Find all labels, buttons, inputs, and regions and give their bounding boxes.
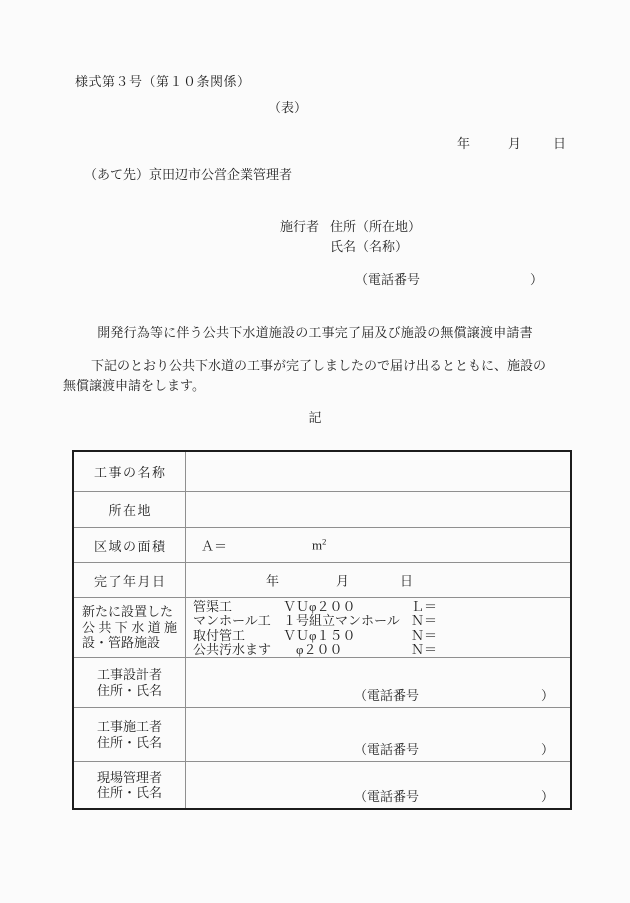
completion-month-label: 月 [336, 573, 350, 589]
project-name-label-cell [74, 452, 186, 491]
completion-year-label: 年 [266, 573, 280, 589]
facility-line-pipe-culvert [193, 600, 570, 614]
applicant-phone-line [355, 269, 543, 288]
applicant-address-label: 住所（所在地） [330, 219, 422, 234]
table-row-contractor [74, 708, 570, 762]
completion-date-label: 完了年月日 [93, 573, 167, 589]
form-table [72, 450, 572, 810]
facilities-label-cell [74, 598, 186, 657]
applicant-phone-close-paren: ） [529, 272, 543, 287]
contractor-label-cell [74, 708, 186, 761]
table-row-site-manager [74, 762, 570, 808]
facility-line-service-pipe [193, 629, 570, 643]
facility-spec: ＶＵφ１５０ [283, 627, 356, 643]
location-value-cell [186, 492, 570, 527]
facility-quantity-prefix: Ｎ＝ [411, 627, 438, 643]
applicant-role-address [280, 217, 421, 237]
area-equals-prefix: Ａ＝ [201, 538, 228, 554]
site-manager-phone-close-paren: ） [540, 789, 554, 804]
addressee: （あて先）京田辺市公営企業管理者 [84, 167, 293, 182]
site-manager-label-cell [74, 762, 186, 808]
designer-label-line-1: 工事設計者 [96, 667, 162, 682]
site-manager-value-cell [186, 762, 570, 808]
body-line-2: 無償譲渡申請をします。 [63, 378, 205, 393]
facility-quantity-prefix: Ｌ＝ [411, 599, 438, 614]
facility-quantity-prefix: Ｎ＝ [411, 613, 438, 629]
date-day-label: 日 [553, 136, 567, 151]
table-row-completion-date [74, 563, 570, 598]
table-row-area [74, 528, 570, 563]
table-row-location [74, 492, 570, 528]
facility-name: 取付管工 [193, 627, 246, 643]
area-value-cell [186, 528, 570, 562]
site-manager-phone-label: （電話番号 [354, 789, 420, 804]
area-label: 区域の面積 [93, 538, 167, 554]
document-title: 開発行為等に伴う公共下水道施設の工事完了届及び施設の無償譲渡申請書 [97, 325, 533, 340]
applicant-block [280, 217, 421, 257]
table-row-project-name [74, 452, 570, 492]
body-line-1: 下記のとおり公共下水道の工事が完了しましたので届け出るとともに、施設の [91, 358, 547, 373]
facility-line-public-sewage-basin [193, 643, 570, 657]
contractor-phone-line [354, 739, 554, 758]
designer-phone-line [354, 685, 554, 704]
facilities-label-line-3: 設・管路施設 [82, 635, 161, 651]
facility-line-manhole [193, 614, 570, 628]
date-month-label: 月 [508, 136, 522, 151]
designer-phone-label: （電話番号 [354, 688, 420, 703]
completion-date-value-cell [186, 563, 570, 597]
designer-label-line-2: 住所・氏名 [96, 682, 162, 698]
sheet-label: （表） [268, 100, 308, 115]
facility-spec: １号組立マンホール [283, 613, 400, 629]
facility-spec: ＶＵφ２００ [283, 599, 356, 614]
site-manager-label-line-1: 現場管理者 [96, 769, 162, 785]
project-name-label: 工事の名称 [93, 465, 167, 480]
section-mark-ki: 記 [308, 410, 322, 425]
area-label-cell [74, 528, 186, 562]
table-row-designer [74, 658, 570, 708]
table-row-new-facilities [74, 598, 570, 658]
applicant-role-label: 施行者 [280, 219, 320, 234]
applicant-phone-label: （電話番号 [355, 272, 421, 287]
date-line [0, 133, 630, 149]
completion-date-label-cell [74, 563, 186, 597]
contractor-label-line-2: 住所・氏名 [96, 734, 162, 750]
facilities-value-cell [186, 598, 570, 657]
contractor-value-cell [186, 708, 570, 761]
location-label-cell [74, 492, 186, 527]
date-year-label: 年 [457, 136, 471, 151]
facility-name: 管渠工 [193, 599, 233, 614]
contractor-phone-close-paren: ） [540, 742, 554, 757]
site-manager-phone-line [354, 786, 554, 805]
facility-quantity-prefix: Ｎ＝ [411, 641, 438, 657]
location-label: 所在地 [108, 503, 152, 518]
designer-value-cell [186, 658, 570, 707]
applicant-name-label: 氏名（名称） [330, 239, 409, 254]
facility-name: マンホール工 [193, 613, 271, 629]
designer-label-cell [74, 658, 186, 707]
body-paragraph [63, 356, 570, 396]
facilities-label-line-2: 公共下水道施 [82, 619, 177, 635]
facility-name: 公共汚水ます [193, 641, 272, 657]
site-manager-label-line-2: 住所・氏名 [96, 785, 162, 800]
contractor-label-line-1: 工事施工者 [96, 719, 162, 734]
facility-spec: φ２００ [283, 641, 343, 657]
area-unit-sup: 2 [322, 536, 327, 547]
form-number: 様式第３号（第１０条関係） [75, 74, 251, 89]
facilities-label-line-1: 新たに設置した [82, 604, 174, 620]
area-unit-base: m [312, 537, 323, 553]
designer-phone-close-paren: ） [540, 688, 554, 703]
area-unit [312, 536, 326, 553]
project-name-value-cell [186, 452, 570, 491]
contractor-phone-label: （電話番号 [354, 742, 420, 757]
completion-day-label: 日 [400, 573, 414, 589]
